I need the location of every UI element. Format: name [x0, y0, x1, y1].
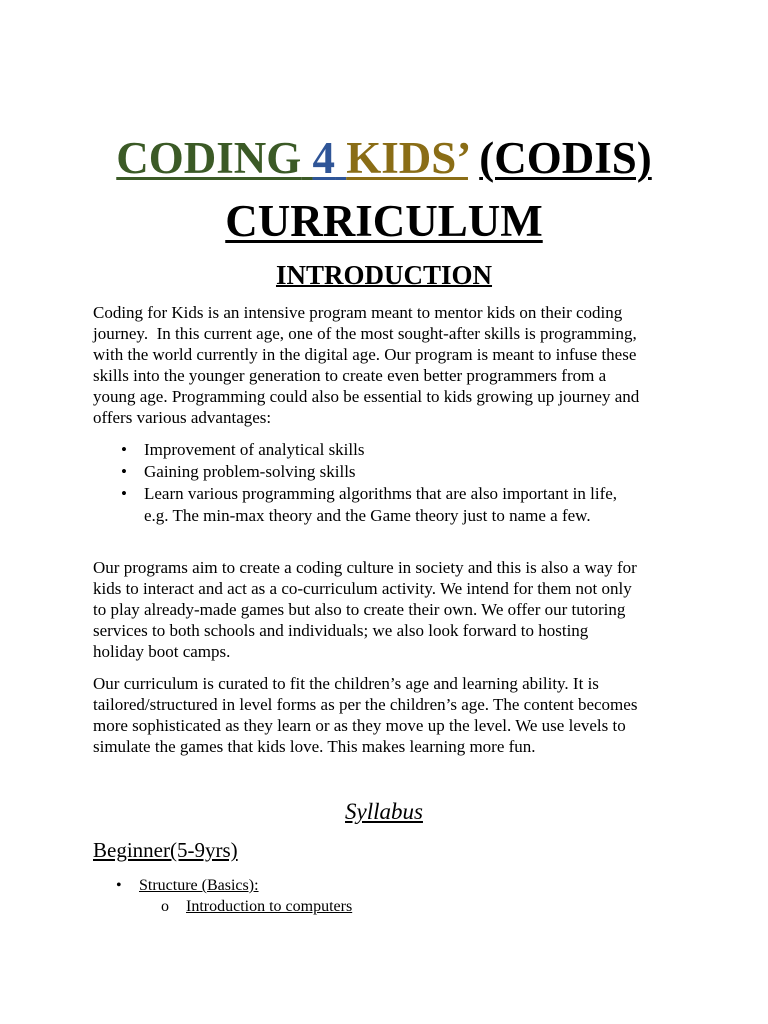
- syllabus-heading: Syllabus: [345, 799, 423, 824]
- paragraph-line: holiday boot camps.: [93, 642, 231, 661]
- programs-paragraph: [93, 557, 683, 662]
- list-item-continuation: e.g. The min-max theory and the Game theory just to name a few.: [144, 506, 591, 525]
- hollow-bullet-icon: o: [161, 898, 169, 915]
- paragraph-line: Coding for Kids is an intensive program meant to mentor kids on their coding: [93, 303, 623, 322]
- document-title-line-2: CURRICULUM: [225, 196, 543, 246]
- title-spacer: [335, 133, 346, 183]
- paragraph-line: offers various advantages:: [93, 408, 272, 427]
- introduction-heading: INTRODUCTION: [275, 260, 493, 290]
- beginner-syllabus-list: [93, 875, 683, 917]
- paragraph-line: more sophisticated as they learn or as they move up the level. We use levels to: [93, 716, 626, 735]
- list-item: [93, 483, 683, 527]
- paragraph-line: tailored/structured in level forms as per the children’s age. The content becomes: [93, 695, 638, 714]
- paragraph-line: Our programs aim to create a coding culture in society and this is also a way for: [93, 558, 637, 577]
- title-spacer: [468, 133, 479, 183]
- intro-paragraph: [93, 302, 683, 428]
- list-item: [93, 461, 683, 483]
- curriculum-paragraph: [93, 673, 683, 757]
- bullet-icon: •: [121, 484, 127, 503]
- beginner-level-heading: Beginner(5-9yrs): [93, 838, 238, 862]
- list-item-text: Gaining problem-solving skills: [144, 462, 356, 481]
- paragraph-line: skills into the younger generation to create even better programmers from a: [93, 366, 607, 385]
- paragraph-line: young age. Programming could also be essential to kids growing up journey and: [93, 387, 640, 406]
- title-spacer: [301, 133, 312, 183]
- list-item-text: Improvement of analytical skills: [144, 440, 365, 459]
- paragraph-line: kids to interact and act as a co-curriculum activity. We intend for them not only: [93, 579, 632, 598]
- bullet-icon: •: [121, 462, 127, 481]
- list-item: [93, 896, 683, 917]
- paragraph-line: simulate the games that kids love. This makes learning more fun.: [93, 737, 536, 756]
- paragraph-line: services to both schools and individuals; we also look forward to hosting: [93, 621, 589, 640]
- list-item: [93, 875, 683, 896]
- bullet-icon: •: [121, 440, 127, 459]
- bullet-icon: •: [116, 877, 122, 894]
- list-item: [93, 439, 683, 461]
- paragraph-line: to play already-made games but also to create their own. We offer our tutoring: [93, 600, 626, 619]
- paragraph-line: Our curriculum is curated to fit the children’s age and learning ability. It is: [93, 674, 599, 693]
- advantages-list: [93, 439, 683, 527]
- list-item-text: Learn various programming algorithms that are also important in life,: [144, 484, 618, 503]
- document-title-line-1: [0, 130, 768, 186]
- title-kids: KIDS’: [346, 133, 468, 183]
- title-coding: CODING: [116, 133, 302, 183]
- title-codis: (CODIS): [479, 133, 652, 183]
- intro-computers-item: Introduction to computers: [186, 898, 353, 915]
- title-four: 4: [312, 133, 336, 183]
- structure-basics-item: Structure (Basics):: [139, 877, 259, 894]
- paragraph-line: journey. In this current age, one of the most sought-after skills is programming,: [93, 324, 637, 343]
- paragraph-line: with the world currently in the digital age. Our program is meant to infuse these: [93, 345, 637, 364]
